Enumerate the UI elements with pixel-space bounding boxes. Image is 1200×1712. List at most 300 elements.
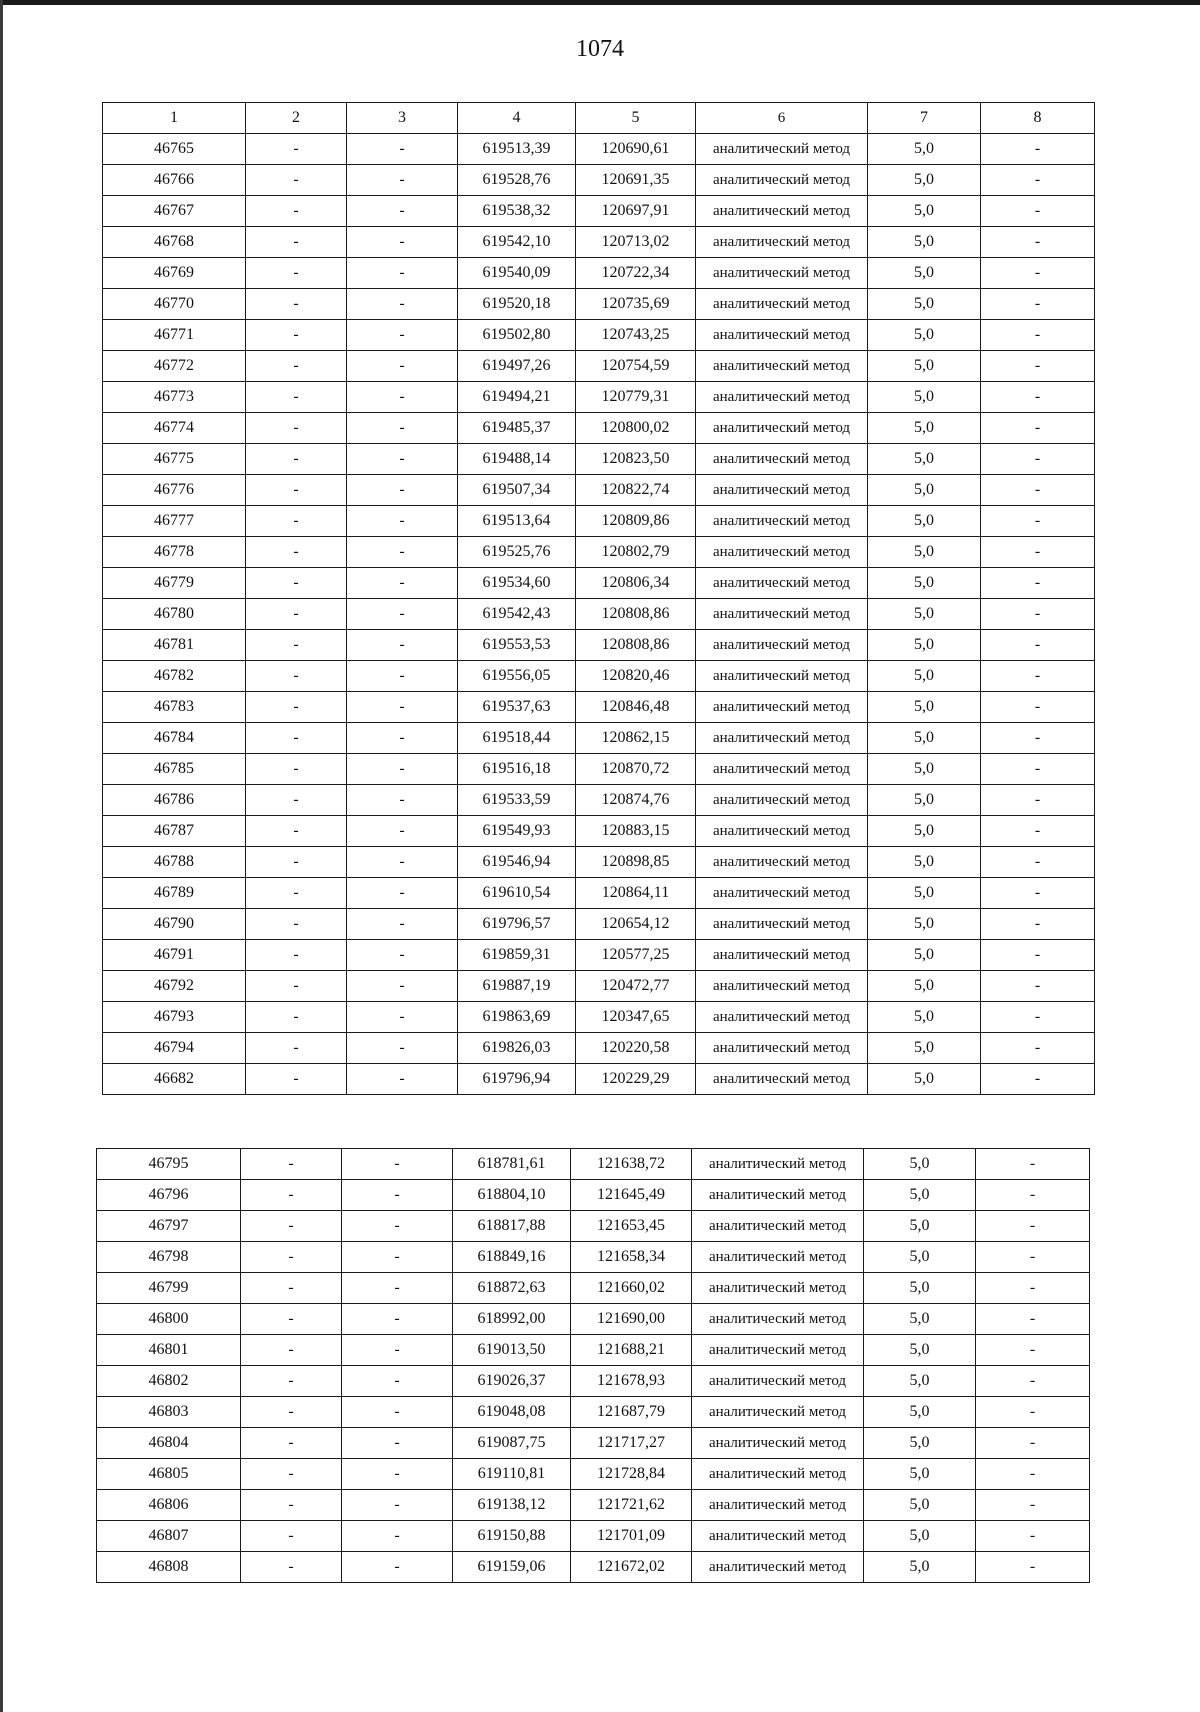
table-cell: 619859,31 <box>458 940 576 971</box>
table-cell: 619537,63 <box>458 692 576 723</box>
table-cell: 619138,12 <box>453 1490 571 1521</box>
table-row <box>97 1521 1090 1552</box>
table-row <box>103 382 1095 413</box>
table-cell: - <box>246 754 347 785</box>
table-cell: 46766 <box>103 165 246 196</box>
table-cell: - <box>246 1002 347 1033</box>
table-cell: - <box>347 537 458 568</box>
table-cell: - <box>981 320 1095 351</box>
table-cell: - <box>241 1428 342 1459</box>
table-row <box>103 289 1095 320</box>
table-cell: 120809,86 <box>576 506 696 537</box>
table-cell: - <box>246 351 347 382</box>
table-cell: 120846,48 <box>576 692 696 723</box>
table-row <box>97 1490 1090 1521</box>
table-cell: 619494,21 <box>458 382 576 413</box>
table-cell: - <box>342 1552 453 1583</box>
table-cell: - <box>976 1428 1090 1459</box>
table-cell: 121717,27 <box>571 1428 692 1459</box>
table-cell: - <box>342 1211 453 1242</box>
table-cell: 619796,94 <box>458 1064 576 1095</box>
table-cell: 619796,57 <box>458 909 576 940</box>
table-cell: - <box>246 692 347 723</box>
table-cell: - <box>347 754 458 785</box>
table-cell: - <box>981 382 1095 413</box>
table-cell: - <box>246 847 347 878</box>
table-cell: 120898,85 <box>576 847 696 878</box>
table-cell: аналитический метод <box>696 1033 868 1064</box>
table-cell: - <box>981 1033 1095 1064</box>
table-cell: - <box>981 413 1095 444</box>
table-row <box>103 909 1095 940</box>
table-row <box>97 1273 1090 1304</box>
table-cell: 121660,02 <box>571 1273 692 1304</box>
table-cell: - <box>246 289 347 320</box>
table-cell: 120691,35 <box>576 165 696 196</box>
table-cell: 120654,12 <box>576 909 696 940</box>
table-cell: 619610,54 <box>458 878 576 909</box>
table-cell: 5,0 <box>864 1335 976 1366</box>
table-cell: аналитический метод <box>696 475 868 506</box>
table-row <box>103 444 1095 475</box>
table-cell: 120823,50 <box>576 444 696 475</box>
table-cell: 5,0 <box>868 599 981 630</box>
table-cell: - <box>246 940 347 971</box>
table-row <box>103 134 1095 165</box>
table-cell: аналитический метод <box>696 537 868 568</box>
table-cell: - <box>976 1459 1090 1490</box>
table-cell: 5,0 <box>868 165 981 196</box>
table-cell: - <box>981 723 1095 754</box>
table-cell: - <box>347 816 458 847</box>
table-cell: - <box>241 1490 342 1521</box>
table-cell: 120862,15 <box>576 723 696 754</box>
table-cell: 121690,00 <box>571 1304 692 1335</box>
table-cell: 5,0 <box>868 351 981 382</box>
table-cell: 46803 <box>97 1397 241 1428</box>
table-cell: 120802,79 <box>576 537 696 568</box>
table-cell: - <box>981 599 1095 630</box>
table-cell: 120808,86 <box>576 599 696 630</box>
table-cell: 46785 <box>103 754 246 785</box>
table-cell: 46797 <box>97 1211 241 1242</box>
table-cell: 46784 <box>103 723 246 754</box>
table-cell: - <box>347 568 458 599</box>
table-cell: аналитический метод <box>692 1211 864 1242</box>
table-cell: - <box>246 537 347 568</box>
table-cell: - <box>347 1064 458 1095</box>
table-cell: 5,0 <box>868 1064 981 1095</box>
table-cell: - <box>347 475 458 506</box>
table-row <box>103 506 1095 537</box>
table-cell: - <box>246 320 347 351</box>
table-cell: 46783 <box>103 692 246 723</box>
table-cell: 120472,77 <box>576 971 696 1002</box>
table-cell: 619518,44 <box>458 723 576 754</box>
table-row <box>97 1180 1090 1211</box>
table-cell: 5,0 <box>868 506 981 537</box>
table-cell: - <box>241 1335 342 1366</box>
table-cell: 5,0 <box>864 1242 976 1273</box>
table-row <box>97 1552 1090 1583</box>
table-cell: 618849,16 <box>453 1242 571 1273</box>
table-row <box>103 754 1095 785</box>
table-cell: 120870,72 <box>576 754 696 785</box>
table-cell: 46781 <box>103 630 246 661</box>
table-cell: - <box>246 661 347 692</box>
table-row <box>97 1242 1090 1273</box>
table-cell: аналитический метод <box>692 1521 864 1552</box>
coordinates-table-continued <box>96 1148 1090 1583</box>
table-cell: - <box>981 785 1095 816</box>
table-row <box>103 537 1095 568</box>
coordinates-table <box>102 102 1095 1095</box>
table-cell: 46682 <box>103 1064 246 1095</box>
table-cell: 5,0 <box>868 475 981 506</box>
table-cell: 619540,09 <box>458 258 576 289</box>
table-cell: 619546,94 <box>458 847 576 878</box>
table-cell: 46773 <box>103 382 246 413</box>
table-cell: 121678,93 <box>571 1366 692 1397</box>
table-row <box>97 1366 1090 1397</box>
table-cell: 5,0 <box>868 692 981 723</box>
table-row <box>103 661 1095 692</box>
table-cell: аналитический метод <box>696 1002 868 1033</box>
table-cell: - <box>246 971 347 1002</box>
table-row <box>103 692 1095 723</box>
table-cell: 4 <box>458 103 576 134</box>
table-cell: 5,0 <box>864 1149 976 1180</box>
table-cell: 46777 <box>103 506 246 537</box>
table-cell: - <box>981 692 1095 723</box>
table-cell: аналитический метод <box>696 630 868 661</box>
table-cell: 619533,59 <box>458 785 576 816</box>
table-cell: - <box>976 1335 1090 1366</box>
table-cell: - <box>981 1064 1095 1095</box>
table-cell: 46779 <box>103 568 246 599</box>
table-row <box>103 816 1095 847</box>
table-cell: - <box>342 1335 453 1366</box>
table-cell: - <box>246 413 347 444</box>
table-row <box>103 971 1095 1002</box>
table-cell: 120800,02 <box>576 413 696 444</box>
table-cell: - <box>981 816 1095 847</box>
table-cell: - <box>981 940 1095 971</box>
table-cell: 5,0 <box>868 971 981 1002</box>
scan-top-border <box>0 0 1200 5</box>
table-row <box>103 1033 1095 1064</box>
table-cell: - <box>241 1180 342 1211</box>
table-cell: 121687,79 <box>571 1397 692 1428</box>
table-cell: 46800 <box>97 1304 241 1335</box>
table-row <box>97 1459 1090 1490</box>
table-cell: 120690,61 <box>576 134 696 165</box>
table-cell: 46780 <box>103 599 246 630</box>
table-cell: 5,0 <box>868 723 981 754</box>
table-cell: 46787 <box>103 816 246 847</box>
table-cell: 619087,75 <box>453 1428 571 1459</box>
table-cell: аналитический метод <box>696 289 868 320</box>
table-cell: 619516,18 <box>458 754 576 785</box>
table-cell: 46798 <box>97 1242 241 1273</box>
table-cell: 5,0 <box>864 1211 976 1242</box>
table-cell: 618804,10 <box>453 1180 571 1211</box>
table-cell: - <box>241 1149 342 1180</box>
table-cell: 5,0 <box>868 196 981 227</box>
table-cell: - <box>981 630 1095 661</box>
table-header-row <box>103 103 1095 134</box>
table-row <box>103 320 1095 351</box>
table-cell: - <box>347 599 458 630</box>
table-cell: аналитический метод <box>696 599 868 630</box>
table-row <box>103 1002 1095 1033</box>
table-cell: - <box>342 1521 453 1552</box>
table-cell: - <box>246 506 347 537</box>
table-cell: - <box>981 847 1095 878</box>
table-cell: 120577,25 <box>576 940 696 971</box>
table-cell: 46808 <box>97 1552 241 1583</box>
table-cell: 619556,05 <box>458 661 576 692</box>
table-cell: 619863,69 <box>458 1002 576 1033</box>
table-cell: аналитический метод <box>696 754 868 785</box>
table-cell: аналитический метод <box>692 1366 864 1397</box>
table-cell: 5,0 <box>868 785 981 816</box>
table-cell: 120229,29 <box>576 1064 696 1095</box>
table-cell: - <box>976 1242 1090 1273</box>
table-cell: аналитический метод <box>696 940 868 971</box>
table-row <box>103 878 1095 909</box>
table-cell: 120779,31 <box>576 382 696 413</box>
table-cell: 619488,14 <box>458 444 576 475</box>
table-cell: 619542,10 <box>458 227 576 258</box>
table-cell: - <box>342 1180 453 1211</box>
table-cell: 5,0 <box>868 816 981 847</box>
table-cell: 5,0 <box>868 878 981 909</box>
table-cell: 46801 <box>97 1335 241 1366</box>
table-cell: аналитический метод <box>696 413 868 444</box>
scan-left-border <box>0 0 3 1712</box>
table-row <box>103 413 1095 444</box>
table-cell: аналитический метод <box>696 1064 868 1095</box>
table-row <box>97 1397 1090 1428</box>
table-cell: - <box>347 940 458 971</box>
table-cell: 120735,69 <box>576 289 696 320</box>
table-cell: 619497,26 <box>458 351 576 382</box>
table-cell: 5,0 <box>868 258 981 289</box>
table-cell: - <box>241 1366 342 1397</box>
table-cell: 2 <box>246 103 347 134</box>
table-cell: - <box>246 785 347 816</box>
table-row <box>103 258 1095 289</box>
table-cell: - <box>981 134 1095 165</box>
table-cell: 619507,34 <box>458 475 576 506</box>
table-row <box>97 1149 1090 1180</box>
table-cell: 46778 <box>103 537 246 568</box>
table-cell: - <box>347 382 458 413</box>
table-cell: 46805 <box>97 1459 241 1490</box>
table-row <box>103 847 1095 878</box>
table-row <box>97 1211 1090 1242</box>
table-cell: - <box>342 1490 453 1521</box>
table-cell: 46776 <box>103 475 246 506</box>
table-cell: 121721,62 <box>571 1490 692 1521</box>
table-row <box>103 196 1095 227</box>
table-cell: 5,0 <box>868 847 981 878</box>
table-cell: аналитический метод <box>692 1397 864 1428</box>
table-cell: аналитический метод <box>696 568 868 599</box>
table-cell: 5,0 <box>868 1033 981 1064</box>
table-cell: - <box>981 971 1095 1002</box>
table-cell: аналитический метод <box>696 382 868 413</box>
table-cell: - <box>246 165 347 196</box>
table-cell: - <box>342 1428 453 1459</box>
table-cell: - <box>241 1242 342 1273</box>
table-cell: - <box>981 351 1095 382</box>
table-cell: - <box>347 847 458 878</box>
table-cell: 120347,65 <box>576 1002 696 1033</box>
table-cell: 6 <box>696 103 868 134</box>
table-cell: аналитический метод <box>696 878 868 909</box>
table-cell: 5,0 <box>868 134 981 165</box>
table-cell: 46768 <box>103 227 246 258</box>
table-cell: - <box>981 878 1095 909</box>
table-cell: - <box>246 630 347 661</box>
table-cell: - <box>241 1459 342 1490</box>
table-cell: - <box>347 320 458 351</box>
table-cell: 618992,00 <box>453 1304 571 1335</box>
table-cell: 121701,09 <box>571 1521 692 1552</box>
table-cell: 619887,19 <box>458 971 576 1002</box>
table-cell: - <box>347 134 458 165</box>
table-cell: 1 <box>103 103 246 134</box>
table-cell: - <box>976 1397 1090 1428</box>
table-cell: - <box>981 165 1095 196</box>
table-cell: аналитический метод <box>696 661 868 692</box>
table-cell: аналитический метод <box>692 1242 864 1273</box>
table-cell: аналитический метод <box>692 1273 864 1304</box>
table-cell: аналитический метод <box>696 971 868 1002</box>
table-row <box>103 165 1095 196</box>
table-cell: 5,0 <box>864 1304 976 1335</box>
table-cell: - <box>347 1033 458 1064</box>
table-cell: 120722,34 <box>576 258 696 289</box>
table-cell: 619026,37 <box>453 1366 571 1397</box>
table-cell: - <box>246 444 347 475</box>
table-cell: - <box>347 785 458 816</box>
table-cell: 619513,39 <box>458 134 576 165</box>
table-row <box>103 723 1095 754</box>
table-cell: 120864,11 <box>576 878 696 909</box>
table-cell: 5,0 <box>868 444 981 475</box>
table-cell: - <box>342 1366 453 1397</box>
table-cell: - <box>976 1490 1090 1521</box>
table-cell: 120820,46 <box>576 661 696 692</box>
table-cell: аналитический метод <box>692 1149 864 1180</box>
table-cell: аналитический метод <box>696 165 868 196</box>
table-cell: - <box>246 878 347 909</box>
table-cell: 619150,88 <box>453 1521 571 1552</box>
table-cell: 120754,59 <box>576 351 696 382</box>
table-cell: 121728,84 <box>571 1459 692 1490</box>
table-cell: 46807 <box>97 1521 241 1552</box>
table-cell: 46793 <box>103 1002 246 1033</box>
table-cell: 5,0 <box>868 413 981 444</box>
table-cell: 3 <box>347 103 458 134</box>
table-cell: аналитический метод <box>696 320 868 351</box>
table-cell: аналитический метод <box>692 1428 864 1459</box>
table-cell: - <box>241 1552 342 1583</box>
table-cell: - <box>342 1459 453 1490</box>
table-cell: аналитический метод <box>696 444 868 475</box>
table-cell: - <box>976 1180 1090 1211</box>
table-cell: 5 <box>576 103 696 134</box>
table-cell: аналитический метод <box>696 258 868 289</box>
table-cell: 619110,81 <box>453 1459 571 1490</box>
page-number: 1074 <box>576 36 624 62</box>
table-cell: - <box>981 196 1095 227</box>
table-cell: 5,0 <box>868 568 981 599</box>
table-row <box>103 351 1095 382</box>
table-cell: 5,0 <box>864 1366 976 1397</box>
table-cell: 619520,18 <box>458 289 576 320</box>
table-cell: 120883,15 <box>576 816 696 847</box>
table-cell: аналитический метод <box>696 506 868 537</box>
table-cell: 5,0 <box>864 1490 976 1521</box>
table-cell: 121658,34 <box>571 1242 692 1273</box>
table-cell: аналитический метод <box>696 196 868 227</box>
table-cell: - <box>976 1149 1090 1180</box>
table-cell: - <box>976 1366 1090 1397</box>
table-cell: 120822,74 <box>576 475 696 506</box>
table-cell: аналитический метод <box>692 1459 864 1490</box>
table-cell: - <box>981 537 1095 568</box>
table-cell: - <box>246 227 347 258</box>
table-cell: аналитический метод <box>696 351 868 382</box>
table-cell: 5,0 <box>868 661 981 692</box>
table-cell: - <box>246 196 347 227</box>
table-cell: - <box>981 289 1095 320</box>
table-cell: 46770 <box>103 289 246 320</box>
table-row <box>103 1064 1095 1095</box>
table-cell: - <box>981 444 1095 475</box>
table-cell: - <box>342 1273 453 1304</box>
table-cell: - <box>342 1397 453 1428</box>
table-cell: 7 <box>868 103 981 134</box>
table-cell: - <box>246 382 347 413</box>
table-cell: - <box>347 351 458 382</box>
table-cell: 120808,86 <box>576 630 696 661</box>
table-cell: 5,0 <box>868 537 981 568</box>
table-cell: 5,0 <box>864 1552 976 1583</box>
table-cell: 46791 <box>103 940 246 971</box>
table-cell: 46767 <box>103 196 246 227</box>
table-cell: 46786 <box>103 785 246 816</box>
table-cell: - <box>241 1211 342 1242</box>
table-cell: - <box>981 568 1095 599</box>
table-cell: - <box>981 909 1095 940</box>
table-cell: 619513,64 <box>458 506 576 537</box>
table-row <box>97 1428 1090 1459</box>
table-cell: - <box>981 475 1095 506</box>
table-cell: - <box>347 227 458 258</box>
table-cell: - <box>976 1521 1090 1552</box>
table-cell: 619525,76 <box>458 537 576 568</box>
table-cell: - <box>981 1002 1095 1033</box>
table-cell: 46772 <box>103 351 246 382</box>
table-cell: 120220,58 <box>576 1033 696 1064</box>
table-cell: - <box>347 692 458 723</box>
table-cell: - <box>347 165 458 196</box>
